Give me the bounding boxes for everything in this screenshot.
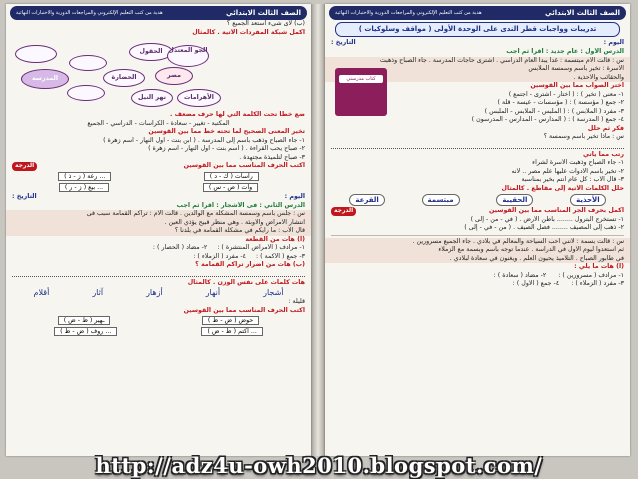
vocab-map [12, 39, 305, 109]
lesson2-text-2: انتشار الأمراض والأوبئة . وهي منظر قبيح يؤذي العين . [6, 219, 311, 228]
weight-word: أنهار [205, 288, 221, 297]
letter-item[interactable]: ـهير ( ظ - ض ) [58, 316, 111, 325]
analyze-word: مبتسمة [422, 194, 460, 206]
final-item: ١- مرادف ( مسرورين ) : [558, 271, 624, 279]
meaning-3: ٣- صباح لتلميذة مجتهدة . [239, 153, 305, 161]
lesson2-q-a: (أ) هات من القطعة [245, 235, 305, 243]
q-complete-map: أكمل شبكة المفردات الآتية . كالمثال [192, 28, 305, 36]
letter-item[interactable]: ... رعة ( ز - ذ ) [58, 172, 111, 181]
passage-3: في طابور الصباح . التلاميذ يحيون العلم . ويغنون في سعادة لبلادي . [325, 255, 630, 264]
order-row: ٢- تخير باسم الأدوات عليها علم مصر .. لأنه [511, 167, 624, 175]
lesson2-title: الدرس الثاني : فى الأشجار : اقرأ ثم أجب [176, 201, 305, 209]
left-date-label: التاريخ : [12, 192, 37, 200]
lesson2-q3: ٣- جمع ( الأكمة ) : [256, 252, 305, 260]
weight-row-2: قليلة : [288, 298, 305, 305]
book-cover-text: كتاب مدرستي [339, 75, 383, 83]
q-wrong-word: ضع خطاً تحت الكلمة التي لها حرف مضعف . [170, 111, 305, 118]
analyze-word: القرعة [349, 194, 384, 206]
lesson1-title: الدرس الأول : عام جديد : اقرأ ثم أجب [506, 48, 624, 55]
lesson1-text-1: س : قالت الأم مبتسمة : غداً يبدأ العام الدراسي . اشترى حاجات المدرسة . جاء الصباح وذهبت [325, 57, 630, 66]
map-center: مصر [155, 67, 193, 85]
passage-1: س : قالت بسمة : لأنني أحب السياحة والمعالم في بلادي . جاء الجميع مسرورين . [325, 238, 630, 247]
right-page [325, 4, 630, 456]
letter-grid-3 [6, 315, 311, 326]
think-question: س : ماذا تخير باسم وسمسة ؟ [543, 133, 624, 140]
left-top-banner [10, 6, 307, 20]
q-analyze: حلل الكلمات الآتية إلى مقاطع . كالمثال [501, 184, 624, 192]
letter-item[interactable]: حوض ( ض - ظ ) [202, 316, 259, 325]
grade-badge-right: الدرجة [331, 207, 356, 216]
watermark-url[interactable]: http://adz4u-owh2010.blogspot.com/ [95, 453, 543, 478]
map-blank-2 [69, 55, 107, 71]
unit-title: تدريبات وواجبات قطر الندى على الوحدة الأولى ( مواقف وسلوكيات ) [335, 22, 620, 37]
divider [331, 235, 624, 236]
weight-word: آثار [92, 288, 104, 297]
lesson2-text-1: س : جلس باسم وسمسة المشكلة مع الوالدين . قالت الأم : تراكم القمامة سبب فى [6, 210, 311, 219]
q-choose: اختر الصواب مما بين القوسين [530, 82, 624, 89]
lesson2-q4: ٤- مفرد ( الزملاء ) : [193, 252, 247, 260]
lesson2-text-3: قال الأب : ما رأيكم في مشكلة القمامة في بلدنا ؟ [6, 227, 311, 236]
q-preposition [325, 207, 630, 216]
line-b: (ب) لأى شىء استعد الجميع ؟ [226, 20, 305, 27]
left-day-label: اليوم : [284, 192, 305, 200]
letter-grid-2 [6, 182, 311, 193]
analyze-word: الحقيبة [496, 194, 533, 206]
q-order: رتب مما يأتي [583, 150, 624, 158]
choose-row: ٢- جمع ( مؤسسة ) : ( مؤسسات - عيسة - قلة ) [497, 99, 624, 106]
right-day-date-row [325, 39, 630, 48]
choose-row: ٣- مفرد ( الملابس ) : ( الملبس - الملابس - الملبس ) [484, 107, 624, 115]
prep-row: ٢- ذهب إلى المصيف ........ فصل الصيف . ( من - في - إلى ) [464, 224, 624, 231]
weight-word: أقلام [33, 288, 50, 297]
map-node-nile: نهر النيل [131, 89, 173, 107]
wrong-words-row: المكتبة - تغيير - سعادة - الكراسات - الدراسي - الجميع [87, 119, 230, 127]
lesson2-q-row-2 [6, 253, 311, 262]
letter-item[interactable]: ... اكتم ( ظ - ض ) [201, 327, 262, 336]
letter-item[interactable]: ... بيع ( ز - ر ) [59, 183, 109, 192]
passage-2: ثم استعدوا ليوم الأول في الدراسة . عندما توجه باسم وبسمة مع الزملاء [325, 246, 630, 255]
weight-word: أشجار [263, 288, 284, 297]
lesson1-text-2: الأسرة : تخير باسم وسمسة الملابس [325, 65, 630, 74]
left-day-date-row [6, 193, 311, 202]
q-think: فكر ثم حلل [587, 124, 624, 132]
lesson2-q-b: (ب) هات من أضرار تراكم القمامة ؟ [195, 261, 305, 268]
letter-item[interactable]: وات ( ص - س ) [203, 183, 258, 192]
right-day-label: اليوم : [603, 39, 624, 46]
final-item: ٣- مفرد ( الزملاء ) : [571, 280, 624, 287]
analyze-word: الأحذية [570, 194, 606, 206]
grade-badge-left: الدرجة [12, 162, 37, 171]
right-banner-text: هدية من كتب التعليم الإلكتروني والمراجعات الدورية والاختبارات النهائية [335, 10, 482, 16]
left-page [6, 4, 311, 456]
weight-row [6, 287, 311, 298]
order-row: ١- جاء الصباح وذهبت الأسرة لشراء [532, 159, 624, 166]
letter-grid-1 [6, 171, 311, 182]
q-letter-again: اكتب الحرف المناسب مما بين القوسين [183, 306, 305, 314]
answer-line[interactable] [325, 142, 630, 151]
map-node-civilization: الحضارة [103, 69, 145, 87]
weight-word: أزهار [146, 288, 163, 297]
q-a: (أ) هات ما يلي : [574, 263, 624, 270]
lesson2-q1: ١- مرادف ( الأمراض المنتشرة ) : [217, 244, 305, 251]
map-node-pyramids: الأهرامات [177, 89, 221, 107]
lesson1-text-3: والحقائب والأحذية . [325, 74, 630, 83]
right-grade-label: الصف الثالث الابتدائي [545, 9, 620, 17]
map-blank-3 [67, 85, 105, 101]
book-cover-image [335, 68, 387, 116]
map-blank-1 [15, 45, 57, 63]
left-grade-label: الصف الثالث الابتدائي [226, 9, 301, 17]
choose-row: ١- معنى ( تخير ) : ( اختار - اشترى - اجتمع ) [508, 90, 624, 98]
analyze-row [325, 193, 630, 207]
right-date-label: التاريخ : [331, 39, 356, 46]
lesson2-q2: ٢- مضاد ( الحصار ) : [152, 244, 208, 251]
answer-line[interactable] [6, 270, 311, 279]
meaning-1: ١- جاء الصباح وذهب باسم إلى المدرسة . ( ابن بنت - أول النهار - اسم زهرة ) [103, 136, 305, 144]
book-gutter [311, 4, 325, 456]
order-row: ٣- قال الأب : كل عام أنتم بخير بمناسبة [521, 176, 624, 183]
letter-grid-4 [6, 326, 311, 337]
prep-row: ١- تستخرج البترول ........ باطن الأرض . ( في - من - إلى ) [470, 215, 624, 223]
meaning-2: ٢- صباح يحب القراءة . ( اسم بنت - أول النهار - اسم زهرة ) [148, 145, 305, 152]
map-node-fields: الحقول [129, 43, 173, 61]
right-top-banner [329, 6, 626, 20]
choose-row: ٤- جمع ( المدرسة ) : ( المدارس - المدارس - المدرسون ) [471, 116, 624, 123]
final-row-2 [325, 280, 630, 289]
left-banner-text: هدية من كتب التعليم الإلكتروني والمراجعات الدورية والاختبارات النهائية [16, 10, 163, 16]
map-node-school: المدرسة [21, 69, 69, 89]
final-item: ٢- مضاد ( سعادة ) : [493, 271, 547, 279]
q-preposition-text: أكمل بحرف الجر المناسب مما بين القوسين [489, 207, 624, 214]
letter-item[interactable]: راسات ( ك - د ) [204, 172, 259, 181]
lesson2-q-row-1 [6, 244, 311, 253]
letter-item[interactable]: ... روف ( ض - ظ ) [54, 327, 117, 336]
final-row-1 [325, 272, 630, 281]
final-item: ٤- جمع ( الأول ) : [512, 280, 560, 287]
map-node-mild-weather: الجو المعتدل [167, 45, 209, 67]
q-write-letter-text: اكتب الحرف المناسب مما بين القوسين [183, 162, 305, 169]
q-same-weight: هات كلمات على نفس الوزن . كالمثال [187, 278, 305, 286]
q-write-letter [6, 162, 311, 171]
q-correct-meaning: تخير المعنى الصحيح لما تحته خط مما بين القوسين [148, 128, 305, 135]
